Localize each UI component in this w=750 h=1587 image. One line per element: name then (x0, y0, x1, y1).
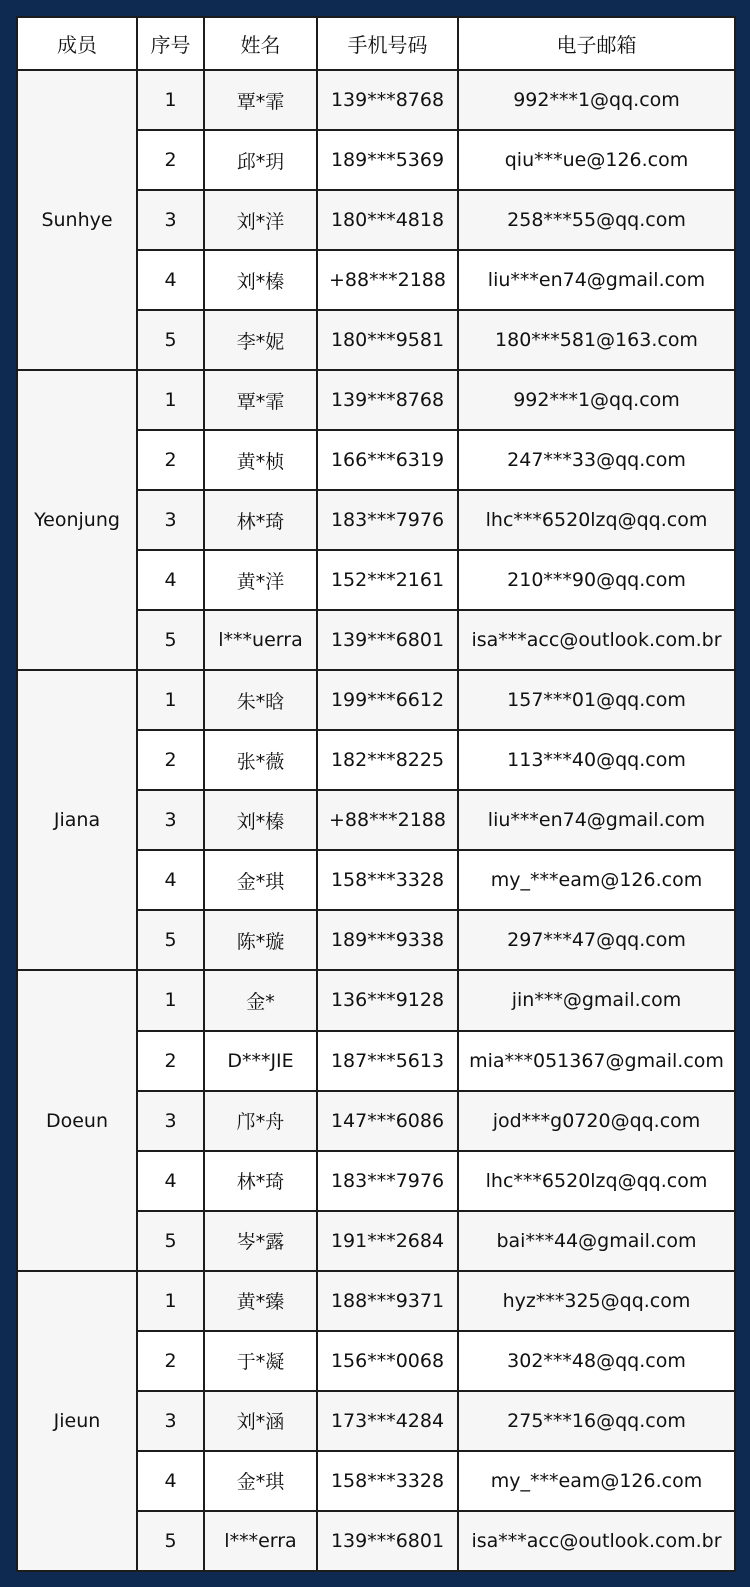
member-contact-table (16, 16, 736, 1572)
phone-cell: 136***9128 (317, 970, 458, 1030)
phone-cell: 139***6801 (317, 1511, 458, 1571)
phone-cell: 139***8768 (317, 70, 458, 130)
email-cell: liu***en74@gmail.com (458, 790, 735, 850)
number-cell: 2 (137, 130, 204, 190)
number-cell: 2 (137, 430, 204, 490)
number-cell: 1 (137, 670, 204, 730)
name-cell: 林*琦 (204, 490, 317, 550)
email-cell: hyz***325@qq.com (458, 1271, 735, 1331)
phone-cell: 182***8225 (317, 730, 458, 790)
name-cell: 覃*霏 (204, 370, 317, 430)
email-cell: lhc***6520lzq@qq.com (458, 490, 735, 550)
member-cell: Yeonjung (17, 370, 137, 670)
name-cell: 岑*露 (204, 1211, 317, 1271)
phone-cell: 189***5369 (317, 130, 458, 190)
phone-cell: 139***6801 (317, 610, 458, 670)
header-phone: 手机号码 (317, 17, 458, 70)
phone-cell: 188***9371 (317, 1271, 458, 1331)
number-cell: 3 (137, 490, 204, 550)
email-cell: jin***@gmail.com (458, 970, 735, 1030)
phone-cell: +88***2188 (317, 250, 458, 310)
phone-cell: 158***3328 (317, 1451, 458, 1511)
email-cell: bai***44@gmail.com (458, 1211, 735, 1271)
number-cell: 1 (137, 1271, 204, 1331)
table-frame (16, 16, 734, 1572)
number-cell: 5 (137, 310, 204, 370)
number-cell: 1 (137, 370, 204, 430)
member-cell: Jieun (17, 1271, 137, 1571)
number-cell: 2 (137, 1031, 204, 1091)
name-cell: 朱*晗 (204, 670, 317, 730)
name-cell: l***uerra (204, 610, 317, 670)
email-cell: 275***16@qq.com (458, 1391, 735, 1451)
name-cell: 黄*洋 (204, 550, 317, 610)
table-row (17, 970, 735, 1030)
phone-cell: +88***2188 (317, 790, 458, 850)
name-cell: 覃*霏 (204, 70, 317, 130)
header-name: 姓名 (204, 17, 317, 70)
name-cell: 金*琪 (204, 850, 317, 910)
member-cell: Jiana (17, 670, 137, 970)
phone-cell: 152***2161 (317, 550, 458, 610)
header-number: 序号 (137, 17, 204, 70)
name-cell: l***erra (204, 1511, 317, 1571)
email-cell: 258***55@qq.com (458, 190, 735, 250)
header-email: 电子邮箱 (458, 17, 735, 70)
number-cell: 3 (137, 1391, 204, 1451)
email-cell: 302***48@qq.com (458, 1331, 735, 1391)
name-cell: 刘*涵 (204, 1391, 317, 1451)
email-cell: 113***40@qq.com (458, 730, 735, 790)
email-cell: 180***581@163.com (458, 310, 735, 370)
table-row (17, 370, 735, 430)
member-cell: Doeun (17, 970, 137, 1270)
name-cell: 金* (204, 970, 317, 1030)
number-cell: 3 (137, 790, 204, 850)
phone-cell: 147***6086 (317, 1091, 458, 1151)
number-cell: 4 (137, 850, 204, 910)
email-cell: lhc***6520lzq@qq.com (458, 1151, 735, 1211)
phone-cell: 183***7976 (317, 1151, 458, 1211)
name-cell: 邱*玥 (204, 130, 317, 190)
email-cell: my_***eam@126.com (458, 850, 735, 910)
number-cell: 2 (137, 730, 204, 790)
name-cell: D***JIE (204, 1031, 317, 1091)
email-cell: 297***47@qq.com (458, 910, 735, 970)
phone-cell: 189***9338 (317, 910, 458, 970)
name-cell: 黄*桢 (204, 430, 317, 490)
phone-cell: 156***0068 (317, 1331, 458, 1391)
phone-cell: 158***3328 (317, 850, 458, 910)
phone-cell: 166***6319 (317, 430, 458, 490)
header-member: 成员 (17, 17, 137, 70)
number-cell: 1 (137, 970, 204, 1030)
number-cell: 4 (137, 550, 204, 610)
phone-cell: 180***9581 (317, 310, 458, 370)
name-cell: 黄*臻 (204, 1271, 317, 1331)
name-cell: 陈*璇 (204, 910, 317, 970)
email-cell: 247***33@qq.com (458, 430, 735, 490)
number-cell: 5 (137, 910, 204, 970)
phone-cell: 139***8768 (317, 370, 458, 430)
phone-cell: 199***6612 (317, 670, 458, 730)
phone-cell: 183***7976 (317, 490, 458, 550)
email-cell: 210***90@qq.com (458, 550, 735, 610)
phone-cell: 173***4284 (317, 1391, 458, 1451)
number-cell: 5 (137, 1211, 204, 1271)
email-cell: isa***acc@outlook.com.br (458, 1511, 735, 1571)
table-body (17, 70, 735, 1571)
name-cell: 于*凝 (204, 1331, 317, 1391)
name-cell: 张*薇 (204, 730, 317, 790)
email-cell: qiu***ue@126.com (458, 130, 735, 190)
number-cell: 1 (137, 70, 204, 130)
number-cell: 3 (137, 1091, 204, 1151)
name-cell: 李*妮 (204, 310, 317, 370)
member-cell: Sunhye (17, 70, 137, 370)
email-cell: jod***g0720@qq.com (458, 1091, 735, 1151)
phone-cell: 187***5613 (317, 1031, 458, 1091)
email-cell: 992***1@qq.com (458, 70, 735, 130)
email-cell: isa***acc@outlook.com.br (458, 610, 735, 670)
number-cell: 5 (137, 610, 204, 670)
email-cell: my_***eam@126.com (458, 1451, 735, 1511)
email-cell: mia***051367@gmail.com (458, 1031, 735, 1091)
number-cell: 5 (137, 1511, 204, 1571)
number-cell: 4 (137, 1451, 204, 1511)
number-cell: 3 (137, 190, 204, 250)
header-row (17, 17, 735, 70)
name-cell: 刘*榛 (204, 790, 317, 850)
phone-cell: 180***4818 (317, 190, 458, 250)
email-cell: liu***en74@gmail.com (458, 250, 735, 310)
email-cell: 992***1@qq.com (458, 370, 735, 430)
number-cell: 4 (137, 250, 204, 310)
table-row (17, 670, 735, 730)
name-cell: 刘*洋 (204, 190, 317, 250)
name-cell: 林*琦 (204, 1151, 317, 1211)
number-cell: 2 (137, 1331, 204, 1391)
email-cell: 157***01@qq.com (458, 670, 735, 730)
phone-cell: 191***2684 (317, 1211, 458, 1271)
number-cell: 4 (137, 1151, 204, 1211)
name-cell: 金*琪 (204, 1451, 317, 1511)
name-cell: 邝*舟 (204, 1091, 317, 1151)
table-row (17, 1271, 735, 1331)
table-row (17, 70, 735, 130)
name-cell: 刘*榛 (204, 250, 317, 310)
